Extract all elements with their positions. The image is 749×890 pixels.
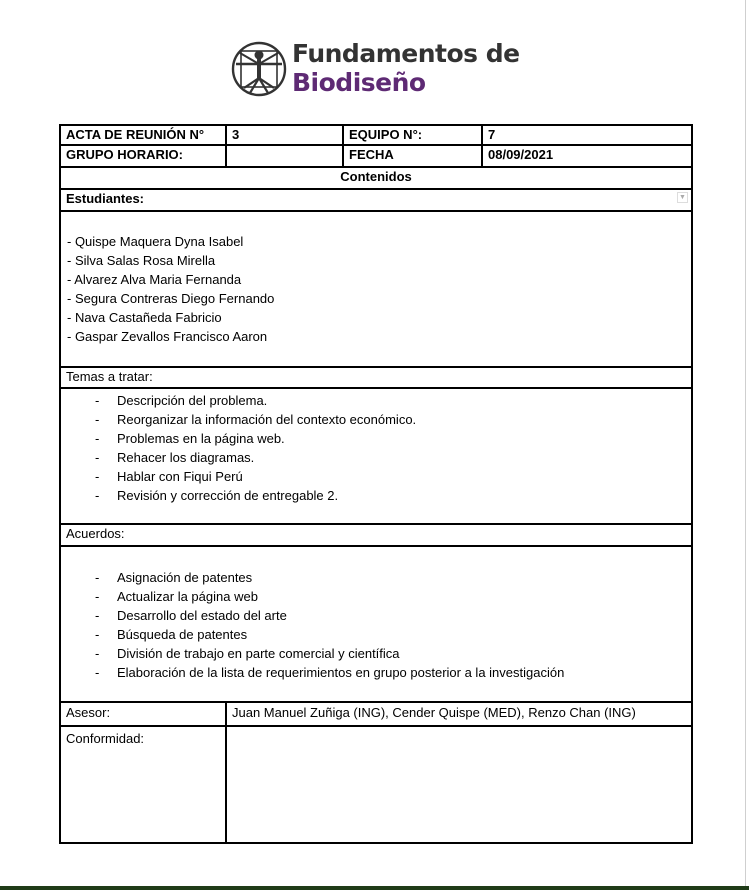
- list-item: - Segura Contreras Diego Fernando: [67, 291, 275, 306]
- conformidad-label: Conformidad:: [66, 731, 145, 746]
- logo-title-line2: Biodiseño: [292, 68, 426, 97]
- estudiantes-box: [59, 212, 693, 368]
- temas-label-row: [59, 368, 693, 389]
- list-item: - División de trabajo en parte comercial y científica: [95, 646, 400, 661]
- equipo-value: 7: [481, 126, 691, 144]
- list-item: - Asignación de patentes: [95, 570, 253, 585]
- contenidos-row: [59, 168, 693, 190]
- acuerdos-list: [95, 568, 565, 682]
- vitruvian-man-icon: [230, 40, 288, 98]
- logo-title-line1: Fundamentos de: [292, 39, 520, 68]
- acuerdos-label-row: [59, 525, 693, 547]
- list-item: - Desarrollo del estado del arte: [95, 608, 287, 623]
- list-item: - Problemas en la página web.: [95, 431, 285, 446]
- list-item: - Reorganizar la información del contexto económico.: [95, 412, 417, 427]
- contenidos-title: Contenidos: [340, 169, 412, 184]
- list-item: - Descripción del problema.: [95, 393, 268, 408]
- temas-label: Temas a tratar:: [66, 369, 153, 384]
- list-item: - Hablar con Fiqui Perú: [95, 469, 243, 484]
- asesor-value: Juan Manuel Zuñiga (ING), Cender Quispe (MED), Renzo Chan (ING): [225, 703, 691, 725]
- list-item: - Alvarez Alva Maria Fernanda: [67, 272, 242, 287]
- acuerdos-box: [59, 547, 693, 703]
- course-logo: [230, 39, 520, 102]
- grupo-value: [225, 146, 342, 166]
- list-item: - Revisión y corrección de entregable 2.: [95, 488, 339, 503]
- list-item: - Gaspar Zevallos Francisco Aaron: [67, 329, 268, 344]
- list-item: - Búsqueda de patentes: [95, 627, 248, 642]
- fecha-value: 08/09/2021: [481, 146, 691, 166]
- list-item: - Elaboración de la lista de requerimientos en grupo posterior a la investigación: [95, 665, 565, 680]
- grupo-label: GRUPO HORARIO:: [66, 147, 183, 162]
- estudiantes-list: [61, 232, 274, 346]
- equipo-label: EQUIPO N°:: [342, 126, 483, 144]
- estudiantes-label-row: [59, 190, 693, 212]
- asesor-label: Asesor:: [66, 705, 111, 720]
- header-row-grupo: [59, 146, 693, 168]
- conformidad-value: [225, 727, 691, 842]
- header-row-acta: [59, 124, 693, 146]
- chevron-down-icon[interactable]: ▼: [677, 192, 688, 203]
- temas-list: [95, 391, 417, 505]
- estudiantes-label: Estudiantes:: [66, 191, 145, 206]
- list-item: - Silva Salas Rosa Mirella: [67, 253, 216, 268]
- acuerdos-label: Acuerdos:: [66, 526, 125, 541]
- list-item: - Quispe Maquera Dyna Isabel: [67, 234, 244, 249]
- page-bottom-bar: [0, 886, 749, 890]
- acta-value: 3: [225, 126, 342, 144]
- list-item: - Rehacer los diagramas.: [95, 450, 255, 465]
- asesor-row: [59, 703, 693, 727]
- acta-label: ACTA DE REUNIÓN N°: [66, 127, 205, 142]
- conformidad-row: [59, 727, 693, 844]
- temas-box: [59, 389, 693, 525]
- list-item: - Actualizar la página web: [95, 589, 258, 604]
- fecha-label: FECHA: [342, 146, 483, 166]
- list-item: - Nava Castañeda Fabricio: [67, 310, 222, 325]
